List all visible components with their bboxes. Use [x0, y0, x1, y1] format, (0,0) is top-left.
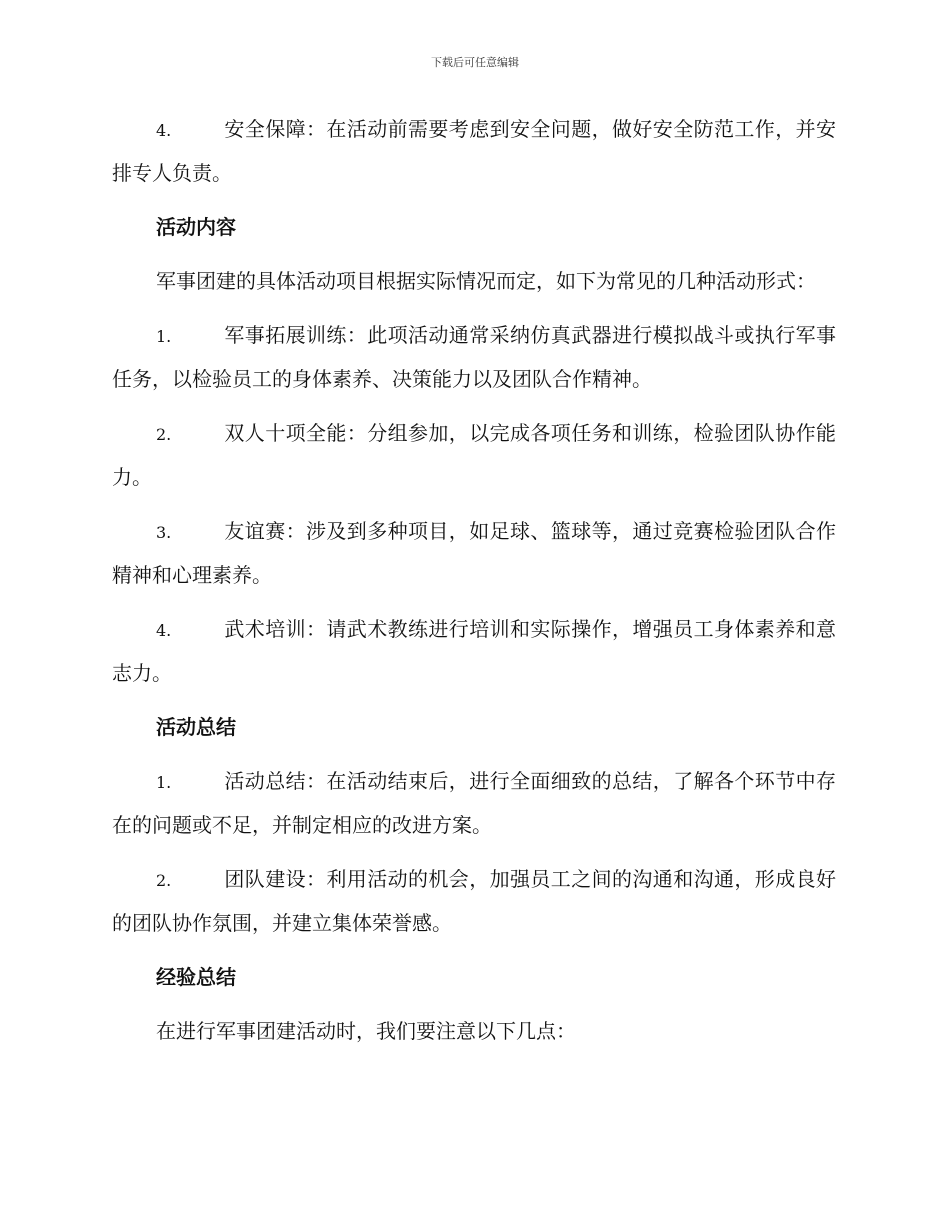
document-body [112, 108, 836, 1064]
list-item [112, 108, 836, 195]
section-heading: 经验总结 [156, 965, 236, 989]
list-item [112, 858, 836, 945]
list-number: 4. [156, 621, 172, 640]
list-item-text: 安全保障：在活动前需要考虑到安全问题，做好安全防范工作，并安排专人负责。 [112, 117, 836, 185]
list-item [112, 510, 836, 597]
list-number: 1. [156, 773, 172, 792]
list-item-text: 友谊赛：涉及到多种项目，如足球、篮球等，通过竞赛检验团队合作精神和心理素养。 [112, 519, 836, 587]
page-header: 下载后可任意编辑 [431, 56, 519, 69]
list-item [112, 608, 836, 695]
list-item [112, 314, 836, 401]
list-number: 2. [156, 871, 172, 890]
paragraph: 在进行军事团建活动时，我们要注意以下几点： [156, 1019, 576, 1043]
list-item-text: 武术培训：请武术教练进行培训和实际操作，增强员工身体素养和意志力。 [112, 617, 836, 685]
list-item [112, 760, 836, 847]
section-heading: 活动内容 [156, 215, 236, 239]
paragraph: 军事团建的具体活动项目根据实际情况而定，如下为常见的几种活动形式： [156, 269, 816, 293]
list-item-text: 双人十项全能：分组参加，以完成各项任务和训练，检验团队协作能力。 [112, 421, 836, 489]
list-item-text: 活动总结：在活动结束后，进行全面细致的总结，了解各个环节中存在的问题或不足，并制定相应的改进方案。 [112, 769, 836, 837]
list-number: 2. [156, 425, 172, 444]
list-number: 4. [156, 121, 172, 140]
list-item-text: 团队建设：利用活动的机会，加强员工之间的沟通和沟通，形成良好的团队协作氛围，并建立集体荣誉感。 [112, 867, 836, 935]
list-item-text: 军事拓展训练：此项活动通常采纳仿真武器进行模拟战斗或执行军事任务，以检验员工的身体素养、决策能力以及团队合作精神。 [112, 323, 836, 391]
list-number: 3. [156, 523, 172, 542]
list-number: 1. [156, 327, 172, 346]
section-heading: 活动总结 [156, 715, 236, 739]
list-item [112, 412, 836, 499]
